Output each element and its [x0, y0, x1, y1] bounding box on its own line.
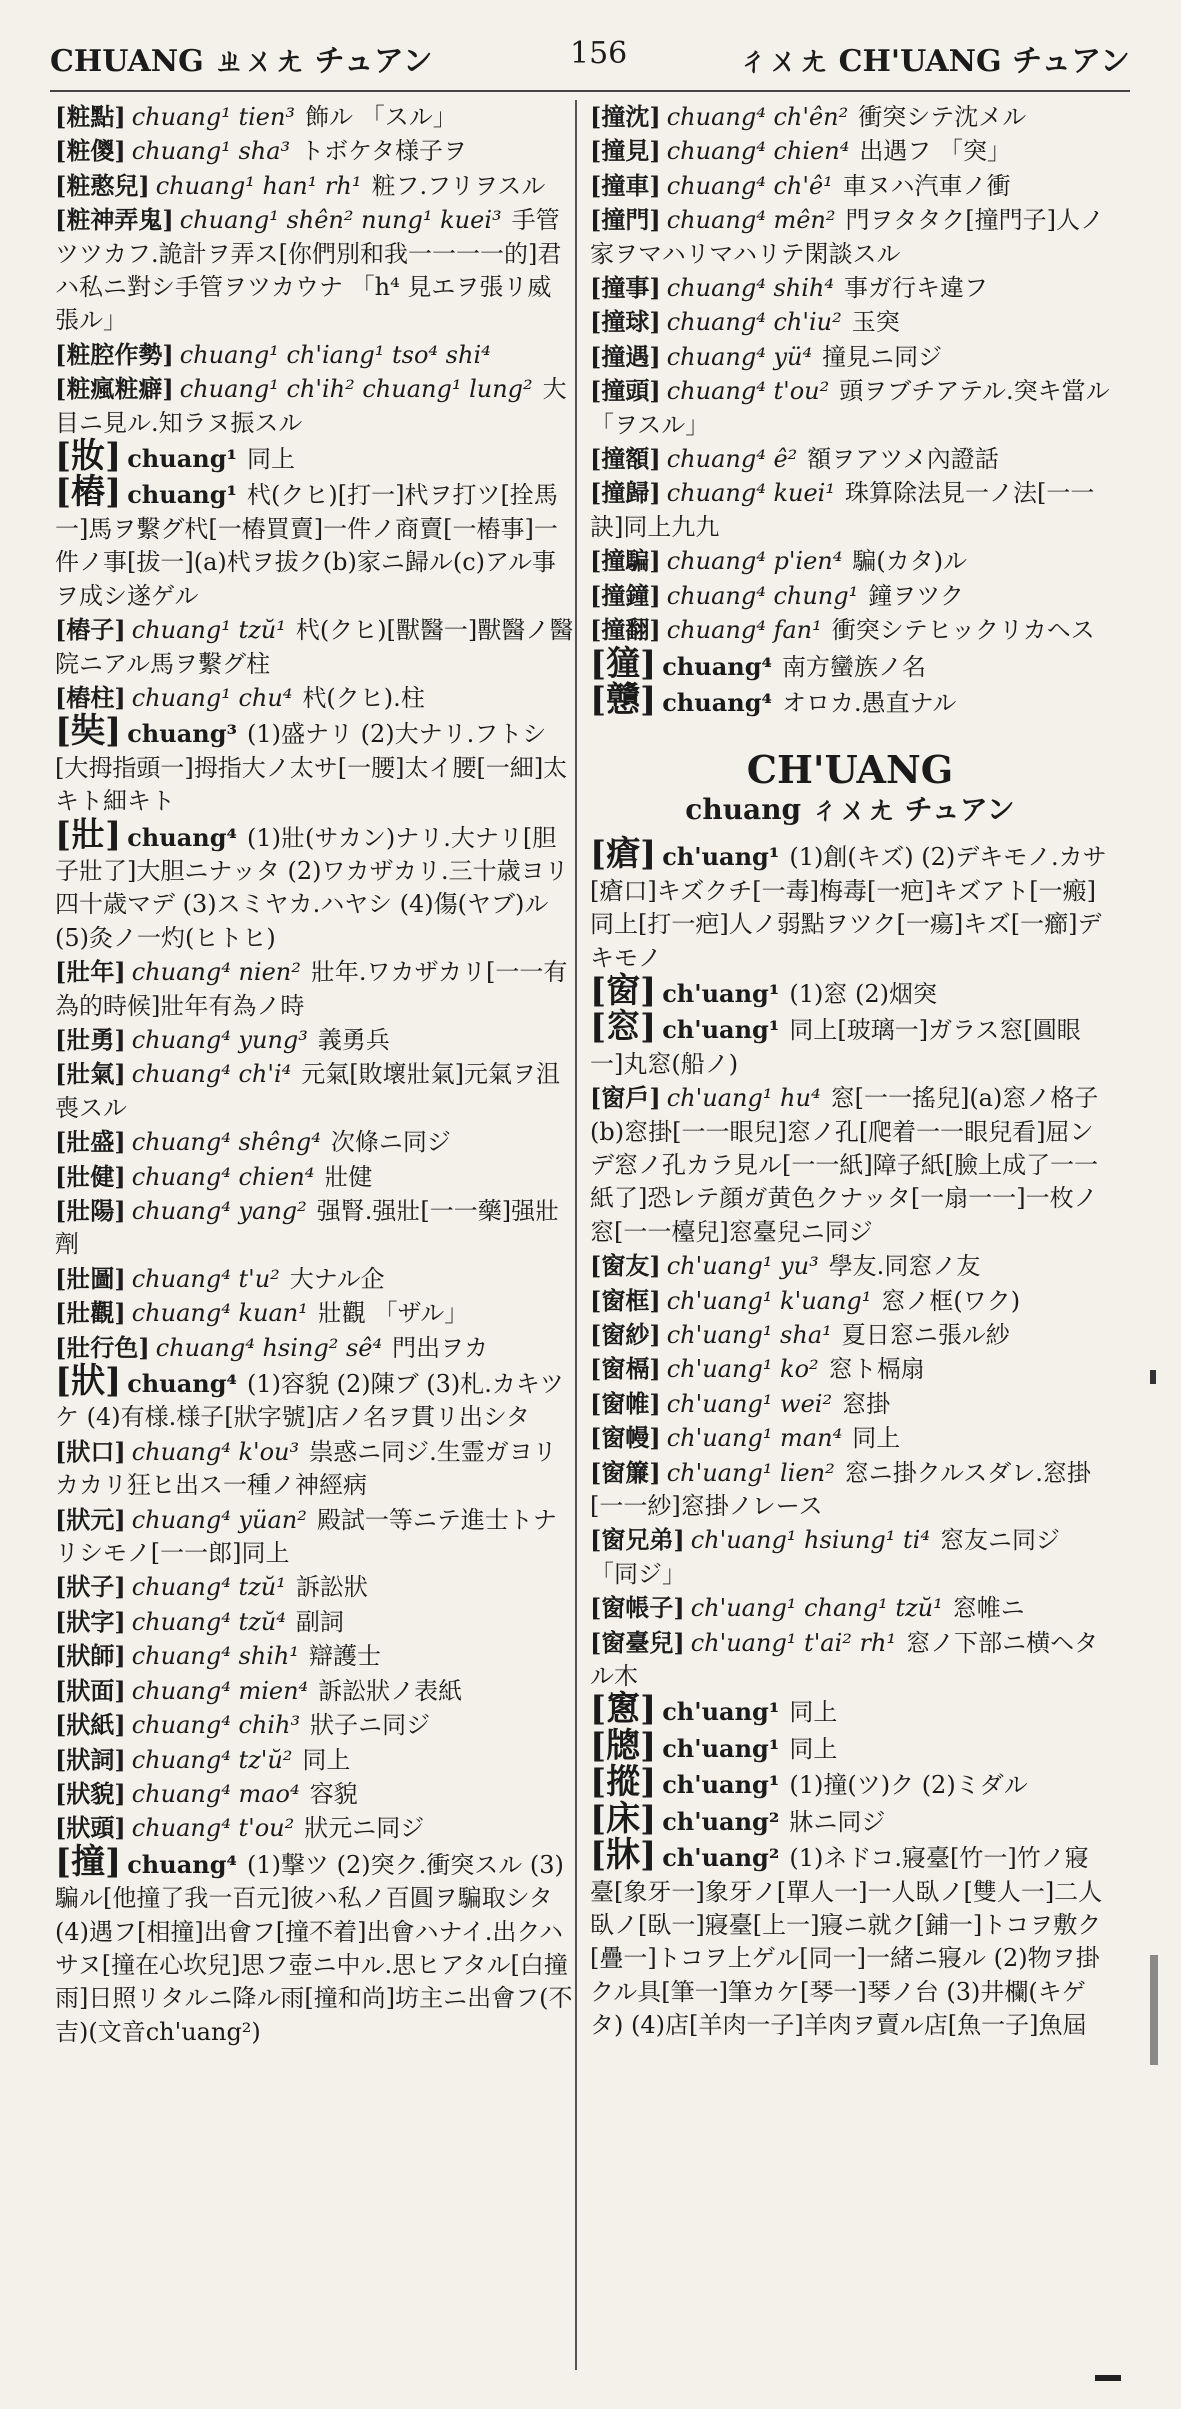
entry-headword: [ 狀紙 ] — [55, 1710, 126, 1739]
entry-romanization: ch'uang¹ sha¹ — [666, 1321, 832, 1349]
entry-definition: 事ガ行キ違フ — [843, 274, 988, 303]
entry-romanization: chuang¹ ch'ih² chuang¹ lung² — [179, 375, 533, 404]
dictionary-entry — [55, 1262, 575, 1296]
entry-romanization: chuang¹ tien³ — [131, 103, 296, 131]
entry-headword: [ 粧點 ] — [55, 102, 126, 131]
right-column-entries-top — [590, 100, 1110, 720]
dictionary-entry — [55, 1057, 575, 1125]
dictionary-entry — [590, 340, 1110, 374]
entry-romanization: chuang⁴ shih¹ — [131, 1642, 299, 1671]
entry-definition: 訴訟狀ノ表紙 — [318, 1676, 463, 1705]
entry-definition: 牀ニ同ジ — [789, 1807, 886, 1836]
entry-romanization: chuang⁴ ch'iu² — [666, 308, 842, 337]
dictionary-entry — [55, 613, 575, 681]
dictionary-entry — [590, 679, 1110, 720]
entry-romanization: chuang⁴ tzŭ⁴ — [131, 1607, 286, 1636]
entry-headword: [ 壯圖 ] — [55, 1264, 126, 1293]
entry-headword: [ 粧腔作勢 ] — [55, 340, 174, 369]
entry-definition: 窓友ニ同ジ 「同ジ」 — [590, 1526, 1060, 1588]
entry-romanization: chuang¹ tzŭ¹ — [131, 616, 286, 645]
entry-definition: 學友.同窓ノ友 — [828, 1252, 981, 1281]
entry-definition: 衝突シテ沈メル — [858, 103, 1027, 131]
entry-definition: 辯護士 — [308, 1642, 381, 1671]
entry-romanization: chuang⁴ mên² — [666, 206, 836, 235]
entry-definition: (1)窓 (2)烟突 — [789, 979, 937, 1008]
entry-headword: [ 撞頭 ] — [590, 376, 661, 405]
entry-definition: (1)撃ツ (2)突ク.衝突スル (3)騙ル[他撞了我一百元]彼ハ私ノ百圓ヲ騙取シタ (4)遇フ[相撞]出會フ[撞不着]出會ハナイ.出クハサヌ[撞在心坎兒]思フ壺ニ中ル.思ヒアタル[白撞雨]日照リタルニ降ル雨[撞和尚]坊主ニ出會フ(不吉)(文音ch'uang²) — [55, 1850, 573, 2046]
entry-romanization: ch'uang¹ t'ai² rh¹ — [690, 1628, 897, 1657]
dictionary-entry — [55, 1331, 575, 1365]
entry-headword: [ 戇 ] — [590, 680, 656, 720]
entry-headword: [ 奘 ] — [55, 711, 121, 751]
entry-romanization: chuang⁴ hsing² sê⁴ — [155, 1333, 383, 1362]
entry-romanization: chuang¹ ch'iang¹ tso⁴ shi⁴ — [179, 340, 491, 369]
header-right-title: ㄔㄨㄤ CH'UANG チュアン — [738, 44, 1130, 79]
entry-headword: [ 粧神弄鬼 ] — [55, 205, 174, 234]
entry-headword: [ 樁 ] — [55, 472, 121, 512]
dictionary-entry — [55, 372, 575, 440]
dictionary-entry — [55, 100, 575, 134]
dictionary-entry — [590, 1591, 1110, 1625]
entry-headword: [ 狀面 ] — [55, 1676, 126, 1705]
left-column — [55, 100, 575, 2370]
entry-romanization: chuang¹ sha³ — [131, 137, 291, 166]
entry-romanization: chuang⁴ shêng⁴ — [131, 1128, 321, 1157]
entry-definition: 容貌 — [309, 1779, 358, 1808]
entry-definition: 大ナル企 — [289, 1264, 385, 1293]
entry-headword: [ 窗幔 ] — [590, 1423, 661, 1452]
entry-definition: 窓[一一搖兒](a)窓ノ格子(b)窓掛[一一眼兒]窓ノ孔[爬着一一眼兒看]屈ンデ窓ノ孔カラ見ル[一一紙]障子紙[臉上成了一一紙了]恐レテ顔ガ黄色クナッタ[一扇一一]一枚ノ窓[一一檯兒]窓臺兒ニ同ジ — [590, 1084, 1099, 1246]
entry-definition: 額ヲアツメ內證話 — [807, 445, 999, 474]
entry-romanization: chuang⁴ t'u² — [131, 1264, 280, 1293]
dictionary-entry — [590, 169, 1110, 203]
dictionary-entry — [590, 1523, 1110, 1591]
entry-headword: [ 床 ] — [590, 1799, 656, 1839]
entry-romanization: chuang⁴ mien⁴ — [131, 1676, 309, 1705]
entry-romanization: chuang⁴ — [127, 1369, 237, 1399]
entry-definition: 粧フ.フリヲスル — [371, 171, 546, 200]
entry-headword: [ 窗戶 ] — [590, 1083, 661, 1112]
entry-romanization: chuang⁴ chien⁴ — [131, 1162, 315, 1191]
dictionary-entry — [55, 1570, 575, 1604]
dictionary-entry — [55, 134, 575, 168]
dictionary-entry — [590, 834, 1110, 975]
dictionary-entry — [55, 338, 575, 372]
ink-mark — [1150, 1370, 1156, 1384]
dictionary-entry — [55, 1811, 575, 1845]
entry-definition: (1)盛ナリ (2)大ナリ.フトシ[大拇指頭一]拇指大ノ太サ[一腰]太イ腰[一細]太キト細キト — [55, 720, 568, 816]
entry-romanization: ch'uang¹ chang¹ tzŭ¹ — [690, 1594, 943, 1623]
entry-definition: 珠算除法見一ノ法[一一訣]同上九九 — [590, 479, 1095, 541]
entry-romanization: chuang⁴ yung³ — [131, 1025, 308, 1054]
dictionary-entry — [590, 442, 1110, 476]
entry-definition: 車ヌハ汽車ノ衝 — [842, 171, 1011, 200]
section-subtitle: chuang ㄔㄨㄤ チュアン — [685, 793, 1015, 827]
entry-definition: 衝突シテヒックリカヘス — [831, 616, 1095, 645]
entry-romanization: chuang¹ — [127, 444, 237, 474]
entry-definition: 鐘ヲツク — [868, 581, 965, 610]
entry-definition: 義勇兵 — [317, 1025, 390, 1054]
entry-romanization: chuang¹ han¹ rh¹ — [155, 171, 362, 200]
entry-romanization: chuang⁴ ch'ê¹ — [666, 171, 833, 200]
entry-definition: 同上 — [789, 1734, 838, 1763]
entry-romanization: ch'uang¹ yu³ — [666, 1252, 819, 1281]
entry-definition: 狀子ニ同ジ — [310, 1711, 431, 1740]
entry-definition: 同上 — [789, 1698, 838, 1727]
entry-headword: [ 狀元 ] — [55, 1505, 126, 1534]
dictionary-entry — [55, 1296, 575, 1330]
entry-definition: 杙(クヒ).柱 — [302, 683, 425, 712]
entry-romanization: chuang¹ — [127, 480, 237, 510]
entry-romanization: ch'uang¹ — [662, 1770, 780, 1800]
entry-definition: 窓掛 — [842, 1389, 891, 1418]
entry-definition: 杙(クヒ)[獸醫一]獸醫ノ醫院ニアル馬ヲ繫グ柱 — [55, 616, 574, 678]
entry-headword: [ 撞門 ] — [590, 205, 661, 234]
entry-definition: 窓ト槅扇 — [828, 1355, 925, 1384]
dictionary-entry — [590, 613, 1110, 647]
dictionary-entry — [590, 134, 1110, 168]
header-rule — [50, 90, 1130, 92]
entry-definition: 門ヲタタク[撞門子]人ノ家ヲマハリマハリテ閑談スル — [590, 206, 1104, 268]
entry-headword: [ 壯觀 ] — [55, 1298, 126, 1327]
dictionary-entry — [55, 169, 575, 203]
entry-definition: 窓帷ニ — [952, 1594, 1025, 1623]
dictionary-entry — [55, 1194, 575, 1262]
entry-headword: [ 撞騙 ] — [590, 546, 661, 575]
dictionary-entry — [55, 681, 575, 715]
dictionary-entry — [590, 203, 1110, 271]
dictionary-entry — [590, 100, 1110, 134]
dictionary-entry — [590, 1456, 1110, 1524]
dictionary-entry — [55, 1674, 575, 1708]
entry-headword: [ 粧憨兒 ] — [55, 171, 150, 200]
entry-romanization: chuang⁴ yang² — [131, 1197, 307, 1225]
entry-romanization: chuang⁴ t'ou² — [666, 377, 830, 406]
entry-romanization: ch'uang¹ — [662, 1015, 780, 1045]
entry-headword: [ 撞 ] — [55, 1842, 121, 1882]
dictionary-entry — [590, 1352, 1110, 1386]
entry-definition: 杙(クヒ)[打一]杙ヲ打ツ[拴馬一]馬ヲ繫グ杙[一樁買賣]一件ノ商賣[一樁事]一件ノ事[拔一](a)杙ヲ拔ク(b)家ニ歸ル(c)アル事ヲ成シ遂ゲル — [55, 481, 558, 610]
column-divider — [575, 100, 577, 2370]
entry-romanization: ch'uang² — [662, 1806, 780, 1836]
entry-headword: [ 撞球 ] — [590, 307, 661, 336]
ink-smudge — [1150, 1955, 1158, 2065]
dictionary-entry — [590, 1762, 1110, 1803]
dictionary-entry — [55, 203, 575, 338]
entry-definition: 狀元ニ同ジ — [304, 1814, 425, 1843]
entry-definition: 騙(カタ)ル — [852, 547, 968, 576]
entry-definition: (1)撞(ツ)ク (2)ミダル — [789, 1771, 1028, 1800]
entry-headword: [ 撞見 ] — [590, 136, 661, 165]
entry-romanization: ch'uang¹ lien² — [666, 1458, 835, 1487]
entry-headword: [ 撞翻 ] — [590, 615, 661, 644]
entry-headword: [ 撞車 ] — [590, 171, 661, 200]
entry-romanization: chuang¹ chu⁴ — [131, 683, 293, 712]
dictionary-entry — [55, 1361, 575, 1435]
entry-definition: 窓ノ框(ワク) — [881, 1286, 1021, 1315]
entry-definition: 祟惑ニ同ジ.生霊ガヨリカカリ狂ヒ出ス一種ノ神經病 — [55, 1437, 557, 1500]
section-title: CH'UANG — [746, 747, 954, 793]
dictionary-entry — [590, 1284, 1110, 1318]
entry-romanization: chuang⁴ kuan¹ — [131, 1299, 308, 1328]
dictionary-entry — [590, 544, 1110, 578]
entry-headword: [ 窓 ] — [590, 1007, 656, 1047]
dictionary-entry — [590, 1081, 1110, 1249]
entry-definition: 玉突 — [851, 308, 900, 337]
header-left-title: CHUANG ㄓㄨㄤ チュアン — [50, 44, 433, 79]
entry-headword: [ 狀貌 ] — [55, 1779, 126, 1808]
entry-romanization: chuang⁴ kuei¹ — [666, 479, 835, 508]
dictionary-entry — [55, 436, 575, 477]
entry-headword: [ 樁柱 ] — [55, 683, 126, 712]
entry-headword: [ 摐 ] — [590, 1762, 656, 1802]
entry-headword: [ 狀口 ] — [55, 1437, 126, 1466]
entry-romanization: ch'uang¹ — [662, 842, 780, 872]
entry-definition: 南方蠻族ノ名 — [782, 652, 926, 681]
entry-romanization: ch'uang¹ — [662, 978, 780, 1008]
entry-headword: [ 狀頭 ] — [55, 1813, 126, 1842]
entry-definition: 同上[玻璃一]ガラス窓[圓眼一]丸窓(船ノ) — [590, 1016, 1081, 1078]
entry-definition: (1)容貌 (2)陳ブ (3)札.カキツケ (4)有様.様子[狀字號]店ノ名ヲ貫リ出シタ — [55, 1370, 564, 1432]
entry-romanization: ch'uang¹ man⁴ — [666, 1424, 843, 1453]
entry-romanization: chuang⁴ — [662, 687, 772, 717]
entry-headword: [ 撞事 ] — [590, 273, 661, 302]
entry-romanization: chuang⁴ ch'ên² — [666, 103, 849, 131]
entry-headword: [ 撞遇 ] — [590, 342, 661, 371]
dictionary-entry — [590, 1318, 1110, 1352]
entry-headword: [ 撞鐘 ] — [590, 581, 661, 610]
entry-headword: [ 窗帷 ] — [590, 1389, 661, 1418]
entry-headword: [ 壯盛 ] — [55, 1127, 126, 1156]
entry-definition: 門出ヲカ — [392, 1333, 489, 1362]
entry-definition: 强腎.强壯[一一藥]强壯劑 — [55, 1197, 560, 1259]
entry-romanization: chuang⁴ fan¹ — [666, 616, 822, 645]
entry-romanization: chuang⁴ — [127, 822, 237, 852]
entry-definition: 窓ノ下部ニ横ヘタル木 — [590, 1628, 1099, 1691]
dictionary-entry — [590, 1421, 1110, 1455]
dictionary-entry — [590, 305, 1110, 339]
entry-definition: 出遇フ 「突」 — [859, 137, 1011, 166]
entry-romanization: chuang⁴ yüan² — [131, 1505, 307, 1534]
entry-romanization: ch'uang¹ ko² — [666, 1355, 819, 1384]
entry-definition: 殿試一等ニテ進士トナリシモノ[一一郎]同上 — [55, 1505, 557, 1568]
entry-definition: (1)壯(サカン)ナリ.大ナリ[胆子壯了]大胆ニナッタ (2)ワカザカリ.三十歳ヨリ四十歳マデ (3)スミヤカ.ハヤシ (4)傷(ヤブ)ル (5)灸ノ一灼(ヒトヒ) — [55, 823, 569, 952]
entry-romanization: chuang⁴ ch'i⁴ — [131, 1060, 292, 1089]
entry-headword: [ 撞沈 ] — [590, 102, 661, 131]
entry-romanization: chuang⁴ chien⁴ — [666, 137, 850, 166]
entry-romanization: ch'uang¹ hu⁴ — [666, 1084, 821, 1113]
entry-headword: [ 窗 ] — [590, 971, 656, 1011]
entry-definition: 大目ニ見ル.知ラヌ振スル — [55, 375, 567, 437]
entry-definition: 次條ニ同ジ — [330, 1128, 451, 1157]
entry-headword: [ 牀 ] — [590, 1835, 656, 1875]
right-column — [590, 100, 1110, 2370]
entry-headword: [ 窗紗 ] — [590, 1320, 661, 1349]
entry-headword: [ 瘡 ] — [590, 834, 656, 874]
dictionary-entry — [590, 476, 1110, 544]
entry-headword: [ 窻 ] — [590, 1689, 656, 1729]
entry-headword: [ 狀詞 ] — [55, 1745, 126, 1774]
dictionary-entry — [55, 1639, 575, 1673]
dictionary-entry — [55, 1435, 575, 1503]
entry-definition: 手管ツツカフ.詭計ヲ弄ス[你們別和我一一一一的]君ハ私ニ對シ手管ヲツカウナ 「h⁴ 見エヲ張リ威張ル」 — [55, 206, 562, 335]
entry-romanization: chuang⁴ yü⁴ — [666, 342, 813, 371]
dictionary-entry — [55, 814, 575, 956]
dictionary-entry — [55, 711, 575, 818]
entry-romanization: chuang⁴ nien² — [131, 958, 301, 987]
dictionary-entry — [590, 1689, 1110, 1730]
entry-headword: [ 窗兄弟 ] — [590, 1525, 685, 1554]
entry-headword: [ 粧瘋粧癖 ] — [55, 374, 174, 403]
entry-romanization: chuang⁴ p'ien⁴ — [666, 547, 843, 576]
entry-headword: [ 壯 ] — [55, 815, 121, 855]
entry-headword: [ 窗友 ] — [590, 1251, 661, 1280]
dictionary-entry — [55, 1023, 575, 1057]
entry-definition: 壯年.ワカザカリ[一一有為的時候]壯年有為ノ時 — [55, 958, 568, 1020]
entry-definition: (1)創(キズ) (2)デキモノ.カサ[瘡口]キズクチ[一毒]梅毒[一疤]キズアト[一瘢]同上[打一疤]人ノ弱點ヲツク[一瘍]キズ[一癤]デキモノ — [590, 843, 1107, 972]
entry-definition: 飾ル 「スル」 — [305, 103, 457, 131]
entry-definition: 同上 — [302, 1745, 351, 1774]
entry-romanization: chuang⁴ t'ou² — [131, 1814, 295, 1843]
dictionary-entry — [55, 1160, 575, 1194]
entry-definition: (1)ネドコ.寢臺[竹一]竹ノ寢臺[象牙一]象牙ノ[單人一]一人臥ノ[雙人一]二人臥ノ[臥一]寢臺[上一]寢ニ就ク[鋪一]トコヲ敷ク[疊一]トコヲ上ゲル[同一]一緒ニ寢ル (2)物ヲ掛クル具[筆一]筆カケ[琴一]琴ノ台 (3)井欄(キゲタ) (4)店[羊肉一子]羊肉ヲ賣ル店[魚一子]魚屆 — [590, 1844, 1103, 2040]
entry-romanization: chuang⁴ — [127, 1849, 237, 1879]
entry-definition: 撞見ニ同ジ — [822, 342, 943, 371]
entry-headword: [ 壯陽 ] — [55, 1196, 126, 1225]
entry-definition: 元氣[敗壞壯氣]元氣ヲ沮喪スル — [55, 1060, 560, 1122]
entry-romanization: chuang⁴ shih⁴ — [666, 274, 834, 303]
entry-headword: [ 妝 ] — [55, 436, 121, 476]
dictionary-entry — [55, 955, 575, 1023]
entry-romanization: ch'uang¹ k'uang¹ — [666, 1286, 872, 1315]
dictionary-entry — [55, 1503, 575, 1571]
dictionary-entry — [55, 1708, 575, 1742]
entry-romanization: chuang⁴ tzŭ¹ — [131, 1573, 286, 1602]
dictionary-entry — [590, 1007, 1110, 1081]
right-column-entries-bottom — [590, 834, 1110, 2042]
entry-romanization: ch'uang¹ — [662, 1733, 780, 1763]
dictionary-entry — [55, 1777, 575, 1811]
entry-headword: [ 窗框 ] — [590, 1286, 661, 1315]
entry-headword: [ 狀子 ] — [55, 1572, 126, 1601]
entry-headword: [ 樁子 ] — [55, 615, 126, 644]
entry-headword: [ 窗槅 ] — [590, 1354, 661, 1383]
entry-romanization: chuang¹ shên² nung¹ kuei³ — [179, 206, 502, 235]
entry-romanization: ch'uang¹ hsiung¹ ti⁴ — [690, 1526, 930, 1555]
entry-headword: [ 狀字 ] — [55, 1607, 126, 1636]
dictionary-entry — [590, 1835, 1110, 2042]
entry-romanization: chuang³ — [127, 719, 237, 749]
entry-romanization: ch'uang¹ wei² — [666, 1389, 833, 1418]
dictionary-entry — [590, 970, 1110, 1011]
entry-headword: [ 壯勇 ] — [55, 1025, 126, 1054]
entry-romanization: ch'uang² — [662, 1843, 780, 1873]
entry-definition: 窓ニ掛クルスダレ.窓掛[一一紗]窓掛ノレース — [590, 1458, 1091, 1521]
dictionary-entry — [590, 271, 1110, 305]
entry-definition: 訴訟狀 — [295, 1573, 368, 1602]
entry-headword: [ 狀 ] — [55, 1361, 121, 1401]
dictionary-entry — [55, 472, 575, 613]
entry-romanization: chuang⁴ chung¹ — [666, 581, 859, 610]
entry-headword: [ 撞歸 ] — [590, 478, 661, 507]
entry-definition: トボケタ様子ヲ — [300, 137, 467, 166]
entry-headword: [ 撞額 ] — [590, 444, 661, 473]
dictionary-entry — [590, 579, 1110, 613]
entry-headword: [ 狀師 ] — [55, 1641, 126, 1670]
entry-headword: [ 粧儍 ] — [55, 136, 126, 165]
entry-romanization: chuang⁴ ê² — [666, 445, 798, 474]
entry-headword: [ 壯行色 ] — [55, 1333, 150, 1362]
page-header — [50, 28, 1130, 88]
entry-romanization: chuang⁴ — [662, 651, 772, 681]
dictionary-entry — [590, 1387, 1110, 1421]
dictionary-entry — [590, 1725, 1110, 1766]
entry-romanization: chuang⁴ tz'ŭ² — [131, 1745, 293, 1774]
entry-definition: 壯健 — [324, 1162, 373, 1191]
entry-headword: [ 窗帳子 ] — [590, 1593, 685, 1622]
dictionary-entry — [55, 1743, 575, 1777]
dictionary-entry — [590, 1249, 1110, 1283]
entry-headword: [ 窗臺兒 ] — [590, 1628, 685, 1657]
entry-definition: 同上 — [852, 1424, 901, 1453]
entry-romanization: chuang⁴ k'ou³ — [131, 1437, 300, 1466]
entry-romanization: ch'uang¹ — [662, 1697, 780, 1727]
entry-headword: [ 窗簾 ] — [590, 1458, 661, 1487]
entry-definition: 夏日窓ニ張ル紗 — [841, 1321, 1010, 1349]
entry-romanization: chuang⁴ chih³ — [131, 1711, 301, 1740]
dictionary-entry — [55, 1125, 575, 1159]
footer-mark — [1095, 2375, 1121, 2381]
dictionary-entry — [590, 374, 1110, 442]
entry-definition: 頭ヲブチアテル.突キ當ル 「ヲスル」 — [590, 377, 1110, 439]
dictionary-entry — [55, 1841, 575, 2049]
entry-definition: 同上 — [247, 445, 295, 474]
entry-romanization: chuang⁴ mao⁴ — [131, 1779, 300, 1808]
dictionary-entry — [590, 643, 1110, 684]
entry-headword: [ 獞 ] — [590, 644, 656, 684]
dictionary-entry — [590, 1798, 1110, 1839]
page-number: 156 — [570, 36, 628, 71]
dictionary-entry — [590, 1626, 1110, 1694]
entry-headword: [ 壯健 ] — [55, 1162, 126, 1191]
entry-definition: オロカ.愚直ナル — [782, 688, 957, 717]
dictionary-entry — [55, 1605, 575, 1639]
entry-definition: 壯觀 「ザル」 — [317, 1299, 469, 1328]
entry-headword: [ 牕 ] — [590, 1726, 656, 1766]
entry-headword: [ 壯年 ] — [55, 957, 126, 986]
entry-definition: 副詞 — [295, 1607, 344, 1636]
entry-headword: [ 壯氣 ] — [55, 1059, 126, 1088]
